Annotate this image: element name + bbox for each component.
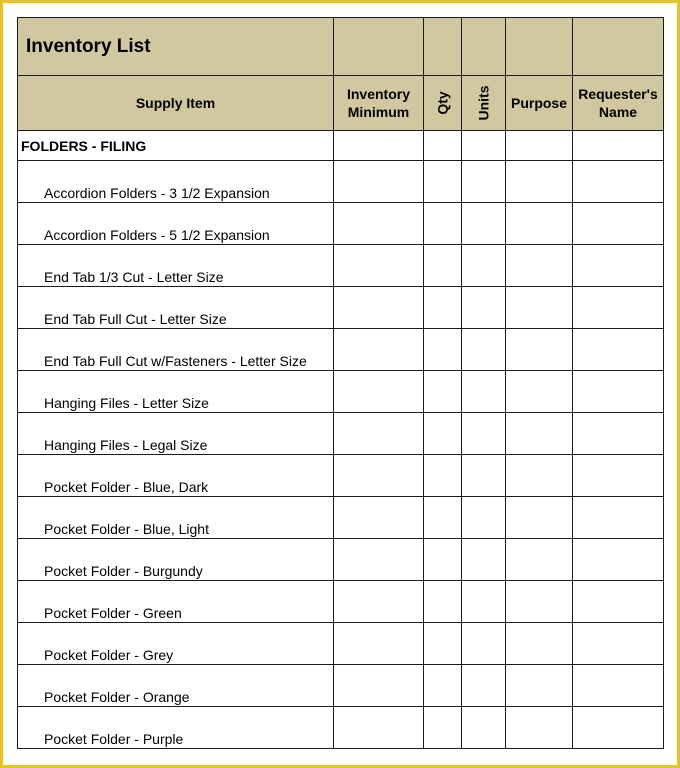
inventory-table xyxy=(17,17,664,749)
table-row xyxy=(18,287,664,329)
title-row xyxy=(18,18,664,76)
units-cell[interactable] xyxy=(462,497,506,539)
table-row xyxy=(18,203,664,245)
inventory-minimum-cell[interactable] xyxy=(334,623,424,665)
qty-cell[interactable] xyxy=(424,455,462,497)
requester-name-cell[interactable] xyxy=(573,371,664,413)
table-row xyxy=(18,455,664,497)
table-row xyxy=(18,623,664,665)
supply-item-cell: End Tab Full Cut - Letter Size xyxy=(18,287,334,329)
column-header-row xyxy=(18,76,664,131)
table-row xyxy=(18,497,664,539)
purpose-cell[interactable] xyxy=(506,707,573,749)
supply-item-cell: Pocket Folder - Blue, Dark xyxy=(18,455,334,497)
inventory-minimum-cell[interactable] xyxy=(334,455,424,497)
table-row xyxy=(18,245,664,287)
units-cell[interactable] xyxy=(462,131,506,161)
units-cell[interactable] xyxy=(462,455,506,497)
purpose-cell[interactable] xyxy=(506,539,573,581)
qty-cell[interactable] xyxy=(424,413,462,455)
requester-name-cell[interactable] xyxy=(573,413,664,455)
supply-item-cell: Pocket Folder - Purple xyxy=(18,707,334,749)
units-cell[interactable] xyxy=(462,623,506,665)
inventory-minimum-cell[interactable] xyxy=(334,539,424,581)
inventory-minimum-cell[interactable] xyxy=(334,161,424,203)
requester-name-cell[interactable] xyxy=(573,665,664,707)
purpose-cell[interactable] xyxy=(506,161,573,203)
units-cell[interactable] xyxy=(462,203,506,245)
col-header-supply-item: Supply Item xyxy=(18,76,334,131)
qty-cell[interactable] xyxy=(424,665,462,707)
units-cell[interactable] xyxy=(462,245,506,287)
units-cell[interactable] xyxy=(462,665,506,707)
purpose-cell[interactable] xyxy=(506,245,573,287)
col-header-requester-name: Requester's Name xyxy=(573,76,664,131)
qty-cell[interactable] xyxy=(424,131,462,161)
supply-item-cell: Pocket Folder - Grey xyxy=(18,623,334,665)
units-cell[interactable] xyxy=(462,371,506,413)
table-row xyxy=(18,665,664,707)
requester-name-cell[interactable] xyxy=(573,203,664,245)
inventory-minimum-cell[interactable] xyxy=(334,245,424,287)
table-row xyxy=(18,581,664,623)
table-row xyxy=(18,329,664,371)
table-row xyxy=(18,539,664,581)
purpose-cell[interactable] xyxy=(506,287,573,329)
supply-item-cell: Hanging Files - Legal Size xyxy=(18,413,334,455)
supply-item-cell: End Tab Full Cut w/Fasteners - Letter Size xyxy=(18,329,334,371)
purpose-cell[interactable] xyxy=(506,203,573,245)
purpose-cell[interactable] xyxy=(506,665,573,707)
requester-name-cell[interactable] xyxy=(573,539,664,581)
col-header-qty xyxy=(424,76,462,131)
requester-name-cell[interactable] xyxy=(573,161,664,203)
purpose-cell[interactable] xyxy=(506,497,573,539)
qty-cell[interactable] xyxy=(424,497,462,539)
section-label: FOLDERS - FILING xyxy=(18,131,334,161)
sheet-title: Inventory List xyxy=(18,18,334,76)
supply-item-cell: Pocket Folder - Green xyxy=(18,581,334,623)
supply-item-cell: Accordion Folders - 5 1/2 Expansion xyxy=(18,203,334,245)
supply-item-cell: Hanging Files - Letter Size xyxy=(18,371,334,413)
col-header-units xyxy=(462,76,506,131)
inventory-minimum-cell[interactable] xyxy=(334,131,424,161)
purpose-cell[interactable] xyxy=(506,455,573,497)
inventory-minimum-cell[interactable] xyxy=(334,581,424,623)
supply-item-cell: Accordion Folders - 3 1/2 Expansion xyxy=(18,161,334,203)
requester-name-cell[interactable] xyxy=(573,623,664,665)
supply-item-cell: End Tab 1/3 Cut - Letter Size xyxy=(18,245,334,287)
units-cell[interactable] xyxy=(462,707,506,749)
title-row-blank xyxy=(424,18,462,76)
qty-cell[interactable] xyxy=(424,581,462,623)
qty-cell[interactable] xyxy=(424,371,462,413)
purpose-cell[interactable] xyxy=(506,131,573,161)
requester-name-cell[interactable] xyxy=(573,581,664,623)
requester-name-cell[interactable] xyxy=(573,455,664,497)
table-row xyxy=(18,161,664,203)
inventory-minimum-cell[interactable] xyxy=(334,497,424,539)
col-header-purpose: Purpose xyxy=(506,76,573,131)
col-header-inventory-minimum: Inventory Minimum xyxy=(334,76,424,131)
supply-item-cell: Pocket Folder - Burgundy xyxy=(18,539,334,581)
requester-name-cell[interactable] xyxy=(573,287,664,329)
purpose-cell[interactable] xyxy=(506,413,573,455)
requester-name-cell[interactable] xyxy=(573,497,664,539)
title-row-blank xyxy=(334,18,424,76)
qty-cell[interactable] xyxy=(424,161,462,203)
inventory-minimum-cell[interactable] xyxy=(334,203,424,245)
purpose-cell[interactable] xyxy=(506,371,573,413)
qty-cell[interactable] xyxy=(424,329,462,371)
title-row-blank xyxy=(462,18,506,76)
qty-cell[interactable] xyxy=(424,707,462,749)
col-header-units-label: Units xyxy=(475,85,492,121)
qty-cell[interactable] xyxy=(424,203,462,245)
units-cell[interactable] xyxy=(462,539,506,581)
inventory-minimum-cell[interactable] xyxy=(334,665,424,707)
units-cell[interactable] xyxy=(462,413,506,455)
purpose-cell[interactable] xyxy=(506,329,573,371)
units-cell[interactable] xyxy=(462,287,506,329)
supply-item-cell: Pocket Folder - Blue, Light xyxy=(18,497,334,539)
inventory-minimum-cell[interactable] xyxy=(334,707,424,749)
qty-cell[interactable] xyxy=(424,245,462,287)
title-row-blank xyxy=(573,18,664,76)
requester-name-cell[interactable] xyxy=(573,707,664,749)
supply-item-cell: Pocket Folder - Orange xyxy=(18,665,334,707)
units-cell[interactable] xyxy=(462,161,506,203)
qty-cell[interactable] xyxy=(424,287,462,329)
table-row xyxy=(18,413,664,455)
col-header-qty-label: Qty xyxy=(434,91,451,115)
section-row xyxy=(18,131,664,161)
inventory-minimum-cell[interactable] xyxy=(334,287,424,329)
table-row xyxy=(18,707,664,749)
requester-name-cell[interactable] xyxy=(573,245,664,287)
inventory-minimum-cell[interactable] xyxy=(334,371,424,413)
units-cell[interactable] xyxy=(462,329,506,371)
inventory-minimum-cell[interactable] xyxy=(334,329,424,371)
units-cell[interactable] xyxy=(462,581,506,623)
table-row xyxy=(18,371,664,413)
inventory-minimum-cell[interactable] xyxy=(334,413,424,455)
qty-cell[interactable] xyxy=(424,623,462,665)
purpose-cell[interactable] xyxy=(506,623,573,665)
qty-cell[interactable] xyxy=(424,539,462,581)
requester-name-cell[interactable] xyxy=(573,131,664,161)
requester-name-cell[interactable] xyxy=(573,329,664,371)
title-row-blank xyxy=(506,18,573,76)
purpose-cell[interactable] xyxy=(506,581,573,623)
